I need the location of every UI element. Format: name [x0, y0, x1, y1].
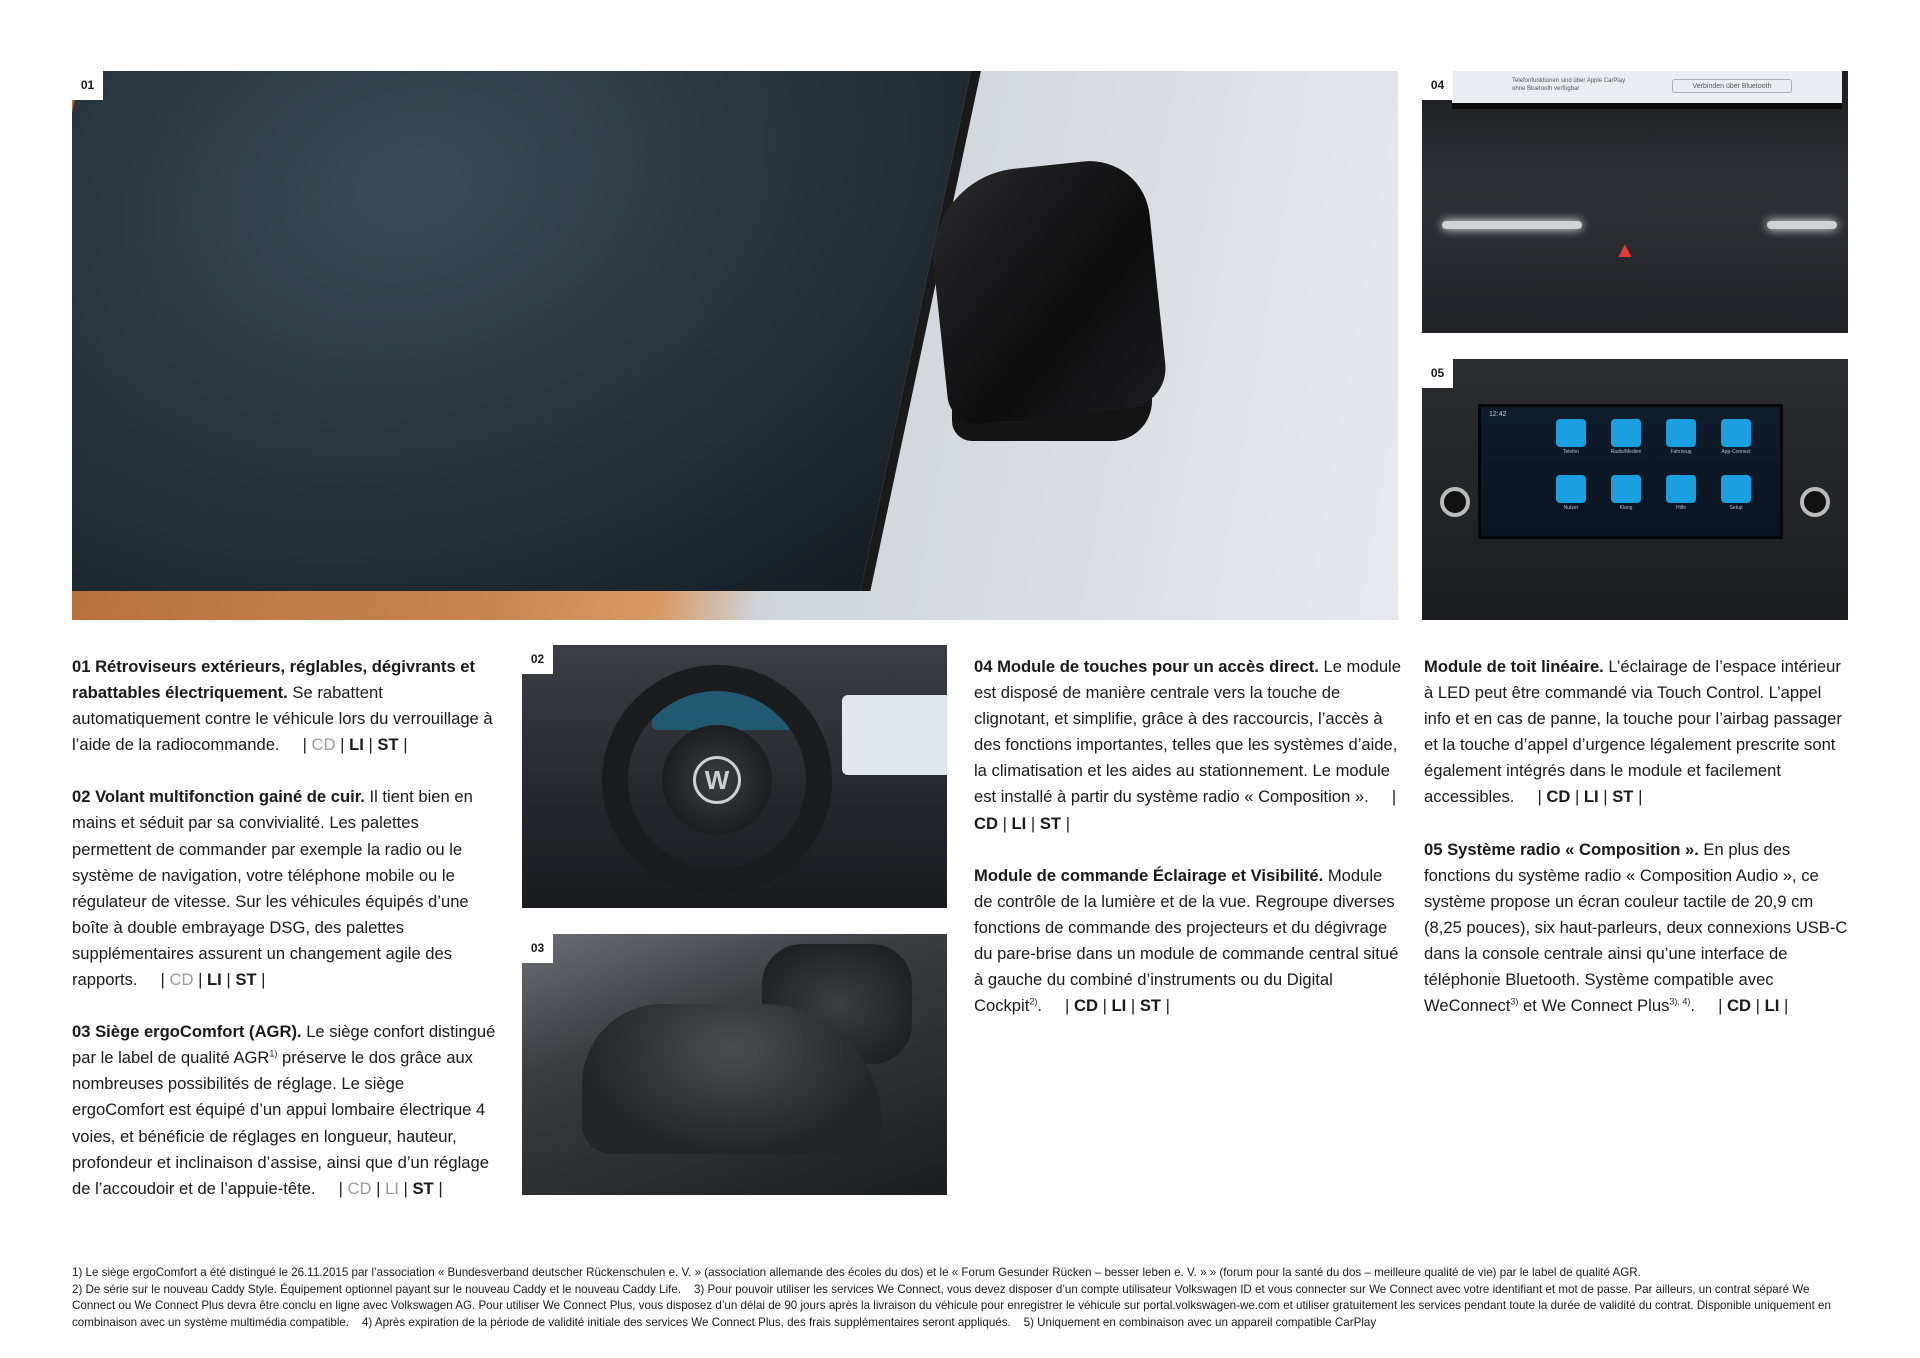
photo-radio-composition	[1422, 359, 1848, 620]
screen-clock: 12:42	[1489, 411, 1507, 418]
item-title: 04 Module de touches pour un accès direct.	[974, 657, 1319, 676]
item-text: préserve le dos grâce aux nombreuses possibilités de réglage. Le siège ergoComfort est équipé d’un appui lombaire électrique 4 voies, et bénéficie de réglages en longueur, hauteur, profondeur et inclinaison d’assise, ainsi que d’un réglage de l’accoudoir et de l’appuie-tête.	[72, 1048, 489, 1198]
volume-knob-graphic	[1440, 487, 1470, 517]
item-text: Le siège confort distingué par le label de qualité AGR	[72, 1022, 496, 1068]
item-05	[1424, 837, 1852, 1020]
windshield-graphic	[72, 71, 994, 591]
footnote-2: 2) De série sur le nouveau Caddy Style. Équipement optionnel payant sur le nouveau Caddy et le nouveau Caddy Life.	[72, 1282, 682, 1296]
footnote-ref: 3), 4)	[1669, 996, 1691, 1007]
trim-st: ST	[1612, 787, 1634, 807]
trim-cd: CD	[169, 970, 194, 990]
item-01	[72, 654, 498, 758]
vent-light-graphic	[1442, 221, 1582, 229]
trim-separator: |	[1783, 996, 1789, 1016]
trim-li: LI	[385, 1178, 399, 1198]
photo-button-module	[1422, 71, 1848, 333]
text-column-4	[1424, 654, 1852, 1045]
app-icon	[1666, 419, 1696, 447]
hazard-icon: ▲	[1614, 237, 1636, 262]
trim-separator: |	[1130, 996, 1136, 1016]
trim-li: LI	[207, 970, 222, 990]
trim-separator: |	[1755, 996, 1760, 1016]
trim-separator: |	[338, 1178, 343, 1198]
item-title: 05 Système radio « Composition ».	[1424, 839, 1699, 859]
trim-st: ST	[412, 1178, 434, 1198]
trim-cd: CD	[347, 1178, 372, 1198]
trim-cd: CD	[1546, 787, 1571, 807]
app-icon	[1721, 419, 1751, 447]
trim-separator: |	[403, 1178, 408, 1198]
trim-li: LI	[349, 735, 364, 755]
trim-st: ST	[235, 970, 257, 990]
footnote-ref: 3)	[1510, 996, 1519, 1007]
trim-separator: |	[1603, 787, 1608, 807]
item-title: 03 Siège ergoComfort (AGR).	[72, 1022, 302, 1042]
trim-separator: |	[1065, 813, 1070, 833]
item-title: Module de commande Éclairage et Visibilité.	[974, 865, 1324, 885]
photo-number-tag: 03	[522, 934, 553, 963]
radio-screen	[1478, 404, 1783, 539]
photo-number-tag: 05	[1422, 359, 1453, 388]
app-label: Hilfe	[1675, 505, 1686, 511]
mirror-graphic	[925, 155, 1170, 427]
trim-separator: |	[1165, 996, 1170, 1016]
footnote-1: 1) Le siège ergoComfort a été distingué le 26.11.2015 par l’association « Bundesverband deutscher Rückenschulen e. V. » (association allemande des écoles du dos) et le « Forum Gesunder Rücken – besser leben e. V. » » (forum pour la santé du dos – meilleure qualité de vie) par le label de qualité AGR.	[72, 1266, 1641, 1279]
trim-li: LI	[1011, 813, 1027, 833]
app-label: Klang	[1619, 505, 1633, 511]
app-label: App-Connect	[1721, 449, 1751, 455]
trim-cd: CD	[1727, 996, 1751, 1016]
photo-exterior-mirror	[72, 71, 1398, 620]
photo-number-tag: 02	[522, 645, 553, 674]
app-label: Telefon	[1562, 449, 1580, 455]
photo-number-tag: 01	[72, 71, 103, 100]
item-text: L’éclairage de l’espace intérieur à LED peut être commandé via Touch Control. L’appel info et en cas de panne, la touche pour l’airbag passager et la touche d’appel d’urgence légalement prescrite sont également intégrés dans le module et facilement accessibles.	[1424, 657, 1842, 807]
item-text: Il tient bien en mains et séduit par sa convivialité. Les palettes permettent de commander par exemple la radio ou le système de navigation, votre téléphone mobile ou le régulateur de vitesse. Sur les véhicules équipés d’une boîte à double embrayage DSG, des palettes supplémentaires assurent un changement agile des rapports.	[72, 787, 473, 990]
infotainment-screen-strip	[1452, 71, 1842, 109]
trim-separator: |	[368, 735, 373, 755]
item-text: Module de contrôle de la lumière et de la vue. Regroupe diverses fonctions de commande des projecteurs et du dégivrage du pare-brise dans un module de commande central situé à gauche du combiné d’instruments ou du Digital Cockpit	[974, 865, 1399, 1016]
trim-separator: |	[1065, 996, 1070, 1016]
app-icon	[1556, 475, 1586, 503]
trim-separator: |	[1638, 787, 1643, 807]
app-label: Radio/Medien	[1610, 449, 1642, 455]
trim-li: LI	[1764, 996, 1780, 1016]
app-icon	[1556, 419, 1586, 447]
photo-number-tag: 04	[1422, 71, 1453, 100]
app-icon	[1611, 419, 1641, 447]
trim-separator: |	[340, 735, 345, 755]
trim-separator: |	[376, 1178, 381, 1198]
trim-separator: |	[198, 970, 203, 990]
trim-cd: CD	[311, 735, 336, 755]
trim-separator: |	[1102, 996, 1107, 1016]
trim-separator: |	[160, 970, 165, 990]
app-label: Setup	[1729, 505, 1743, 511]
trim-separator: |	[261, 970, 266, 990]
trim-separator: |	[302, 735, 307, 755]
footnote-3: 3) Pour pouvoir utiliser les services We Connect, vous devez disposer d’un compte utilisateur Volkswagen ID et vous connecter sur We Connect avec votre identifiant et mot de passe. Par ailleurs, un contrat séparé We Connect ou We Connect Plus devra être conclu en ligne avec Volkswagen AG. Pour utiliser We Connect Plus, vous disposez d’un délai de 90 jours après la livraison du véhicule pour enregistrer le véhicule sur portal.volkswagen-we.com et utiliser gratuitement les services pendant toute la durée de validité du contrat. Disponible uniquement en combinaison avec un système multimédia compatible.	[72, 1282, 1831, 1329]
app-label: Nutzer	[1563, 505, 1579, 511]
trim-separator: |	[1002, 813, 1007, 833]
trim-separator: |	[1391, 787, 1397, 807]
vw-logo-icon: W	[693, 756, 741, 804]
app-icon	[1611, 475, 1641, 503]
text-column-3	[974, 654, 1402, 1045]
tune-knob-graphic	[1800, 487, 1830, 517]
item-roof-module	[1424, 654, 1852, 811]
trim-separator: |	[1574, 787, 1580, 807]
item-02	[72, 784, 498, 993]
footnote-ref: 1)	[269, 1048, 278, 1059]
trim-st: ST	[1039, 813, 1062, 833]
trim-st: ST	[377, 735, 399, 755]
vent-light-graphic	[1767, 221, 1837, 229]
item-title: Module de toit linéaire.	[1424, 657, 1604, 676]
item-text: Le module est disposé de manière centrale vers la touche de clignotant, et simplifie, grâce à des raccourcis, l’accès à des fonctions importantes, telles que les systèmes d’aide, la climatisation et les aides au stationnement. Le module est installé à partir du système radio « Composition ».	[974, 657, 1401, 807]
center-display-graphic	[842, 695, 947, 775]
footnote-5: 5) Uniquement en combinaison avec un appareil compatible CarPlay	[1023, 1315, 1377, 1329]
trim-separator: |	[1718, 996, 1723, 1016]
item-text: Se rabattent automatiquement contre le véhicule lors du verrouillage à l’aide de la radiocommande.	[72, 683, 493, 755]
item-04	[974, 654, 1402, 837]
item-title: 01 Rétroviseurs extérieurs, réglables, dégivrants et rabattables électriquement.	[72, 657, 476, 703]
trim-li: LI	[1583, 787, 1599, 807]
trim-separator: |	[1030, 813, 1036, 833]
item-text: .	[1690, 996, 1696, 1016]
item-text: et We Connect Plus	[1518, 996, 1670, 1016]
photo-ergocomfort-seat	[522, 934, 947, 1195]
screen-text: Telefonfunktionen sind über Apple CarPlay ohne Bluetooth verfügbar	[1512, 78, 1626, 92]
trim-cd: CD	[974, 813, 998, 833]
trim-separator: |	[438, 1178, 443, 1198]
item-title: 02 Volant multifonction gainé de cuir.	[72, 787, 365, 807]
bluetooth-button: Verbinden über Bluetooth	[1672, 79, 1792, 93]
footnote-ref: 2)	[1029, 996, 1038, 1007]
photo-steering-wheel	[522, 645, 947, 908]
footnotes	[72, 1265, 1850, 1331]
item-text: En plus des fonctions du système radio « Composition Audio », ce système propose un écran couleur tactile de 20,9 cm (8,25 pouces), six haut-parleurs, deux connexions USB-C dans la console centrale ainsi qu’une interface de téléphonie Bluetooth. Système compatible avec WeConnect	[1424, 839, 1848, 1016]
app-label: Fahrzeug	[1670, 449, 1692, 455]
item-03	[72, 1019, 498, 1202]
trim-separator: |	[1537, 787, 1542, 807]
trim-li: LI	[1111, 996, 1127, 1016]
trim-st: ST	[1139, 996, 1162, 1016]
trim-cd: CD	[1073, 996, 1098, 1016]
text-column-1	[72, 654, 498, 1228]
trim-separator: |	[226, 970, 231, 990]
app-icon	[1666, 475, 1696, 503]
footnote-4: 4) Après expiration de la période de validité initiale des services We Connect Plus, des frais supplémentaires seront appliqués.	[361, 1315, 1011, 1329]
trim-separator: |	[403, 735, 408, 755]
app-icon	[1721, 475, 1751, 503]
item-lighting-module: Module de commande Éclairage et Visibilité. Module de contrôle de la lumière et de la vue. Regroupe diverses fonctions de commande des projecteurs et du dégivrage du pare-brise dans un module de commande central situé à gauche du combiné d’instruments ou du Digital Cockpit$^{2)}$. | CD | LI | ST |	[974, 865, 1399, 1016]
